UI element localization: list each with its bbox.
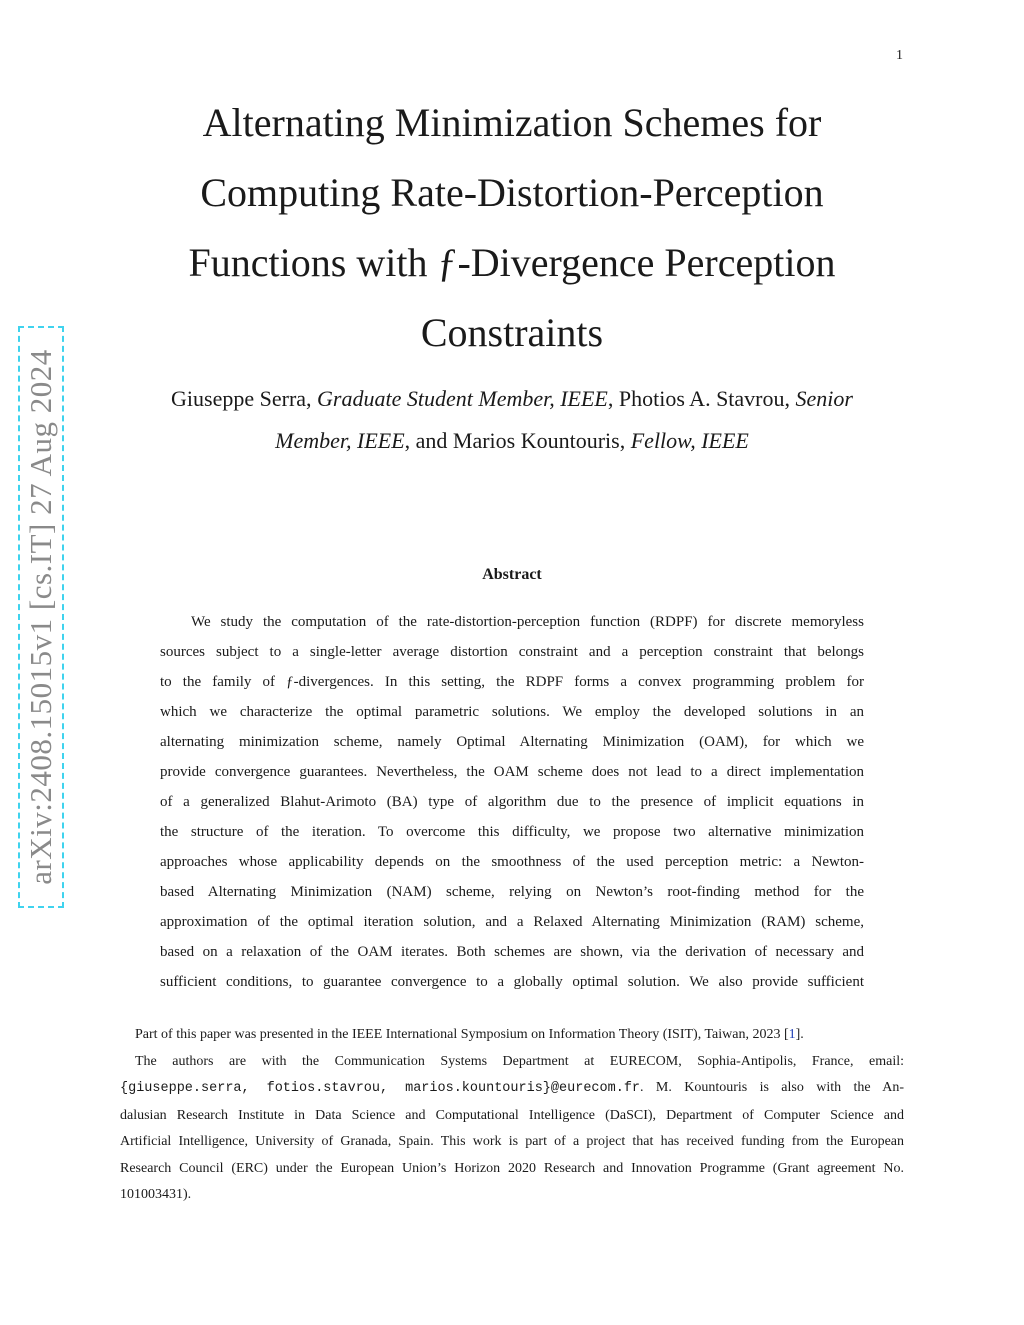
footnote-affiliation-line [120, 1075, 904, 1103]
author-name: , and Marios Kountouris, [404, 428, 631, 453]
abstract-line: of a generalized Blahut-Arimoto (BA) type of algorithm due to the presence of implicit equations in [160, 794, 864, 810]
author-list [110, 378, 914, 462]
author-role: Fellow, IEEE [630, 428, 749, 453]
title-line: Functions with ƒ-Divergence Perception [188, 240, 836, 285]
arxiv-stamp: arXiv:2408.15015v1 [cs.IT] 27 Aug 2024 [23, 349, 58, 885]
page-number: 1 [896, 48, 903, 63]
author-role: Graduate Student Member, IEEE [317, 386, 608, 411]
email-list: {giuseppe.serra, fotios.stavrou, marios.kountouris}@eurecom.fr [120, 1081, 641, 1096]
footnote-text: Part of this paper was presented in the IEEE International Symposium on Information Theory (ISIT), Taiwan, 2023 [ [135, 1027, 789, 1042]
abstract-line: which we characterize the optimal parametric solutions. We employ the developed solutions in an [160, 704, 864, 720]
author-name: , Photios A. Stavrou, [607, 386, 796, 411]
abstract-body [160, 607, 864, 997]
footnote-affiliation-line: Research Council (ERC) under the European Union’s Horizon 2020 Research and Innovation Programme (Grant agreement No. [120, 1160, 904, 1176]
abstract-line: sufficient conditions, to guarantee convergence to a globally optimal solution. We also provide sufficient [160, 974, 864, 990]
abstract-line: provide convergence guarantees. Nevertheless, the OAM scheme does not lead to a direct implementation [160, 764, 864, 780]
abstract-line: approximation of the optimal iteration solution, and a Relaxed Alternating Minimization (RAM) scheme, [160, 914, 864, 930]
abstract-line: the structure of the iteration. To overcome this difficulty, we propose two alternative minimization [160, 824, 864, 840]
paper-title [140, 88, 884, 368]
abstract-heading: Abstract [482, 566, 542, 583]
abstract-line: alternating minimization scheme, namely Optimal Alternating Minimization (OAM), for which we [160, 734, 864, 750]
footnote-affiliation-line: The authors are with the Communication Systems Department at EURECOM, Sophia-Antipolis, France, email: [135, 1053, 904, 1069]
abstract-line: to the family of ƒ-divergences. In this setting, the RDPF forms a convex programming problem for [160, 674, 864, 690]
abstract-line: based Alternating Minimization (NAM) scheme, relying on Newton’s root-finding method for the [160, 884, 864, 900]
footnote-text: . M. Kountouris is also with the An- [640, 1080, 904, 1095]
footnote-text: ]. [795, 1027, 804, 1042]
footnote-affiliation-line: 101003431). [120, 1187, 192, 1202]
abstract-line: sources subject to a single-letter average distortion constraint and a perception constraint that belongs [160, 644, 864, 660]
abstract-line: approaches whose applicability depends on the smoothness of the used perception metric: a Newton- [160, 854, 864, 870]
footnote-isit [120, 1022, 904, 1049]
footnote-affiliation-line: Artificial Intelligence, University of Granada, Spain. This work is part of a project that has received funding from the European [120, 1134, 904, 1149]
footnotes [120, 1022, 904, 1209]
abstract-line: We study the computation of the rate-distortion-perception function (RDPF) for discrete memoryless [191, 614, 864, 630]
author-role: Member, IEEE [275, 428, 405, 453]
title-line: Constraints [420, 310, 604, 355]
author-line [110, 420, 914, 462]
title-line: Computing Rate-Distortion-Perception [200, 170, 824, 215]
footnote-affiliation-line: dalusian Research Institute in Data Science and Computational Intelligence (DaSCI), Department of Computer Science and [120, 1107, 904, 1123]
title-line: Alternating Minimization Schemes for [202, 100, 822, 145]
author-role: Senior [795, 386, 853, 411]
abstract-line: based on a relaxation of the OAM iterates. Both schemes are shown, via the derivation of necessary and [160, 944, 864, 960]
citation-link[interactable]: 1 [788, 1027, 796, 1042]
author-line [110, 378, 914, 420]
author-name: Giuseppe Serra, [171, 386, 318, 411]
arxiv-stamp-link[interactable] [18, 326, 64, 908]
